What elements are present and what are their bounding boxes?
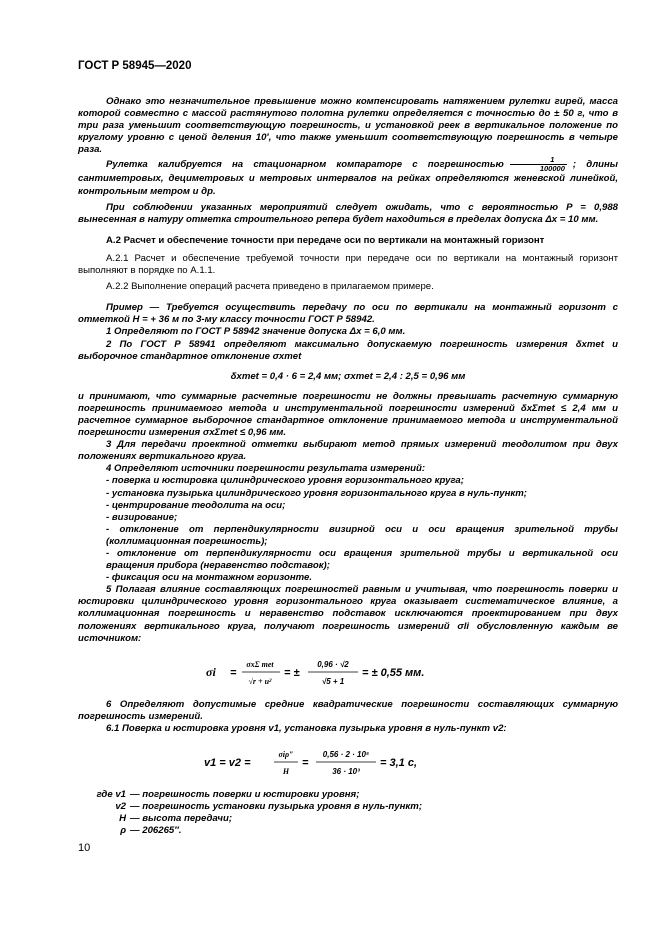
formula-2-num2: 0,96 · √2	[317, 659, 349, 669]
step-1: 1 Определяют по ГОСТ Р 58942 значение допуска Δx = 6,0 мм.	[106, 326, 406, 338]
list-item: - фиксация оси на монтажном горизонте.	[106, 572, 313, 584]
formula-3-num2: 0,56 · 2 · 10⁵	[322, 750, 370, 760]
body-text	[78, 96, 618, 837]
paragraph-2-start: Рулетка калибруется на стационарном компараторе с погрешностью	[106, 159, 504, 171]
definition-text: — 206265″.	[130, 825, 182, 837]
formula-2-den2: √5 + 1	[321, 676, 345, 686]
clause-a22: А.2.2 Выполнение операций расчета приведено в прилагаемом примере.	[106, 281, 434, 293]
paragraph-4: и принимают, что суммарные расчетные погрешности не должны превышать расчетную суммарную погрешность принимаемого метода и инструментальной погрешности измерений δxΣmet ≤ 2,4 мм и расчетное суммарное выборочное стандартное отклонение принимаемого метода и инструментальной погрешности измерения σxΣmet ≤ 0,96 мм.	[78, 390, 618, 439]
list-item: - установка пузырька цилиндрического уровня горизонтального круга в нуль-пункт;	[106, 487, 527, 499]
list-item: - поверка и юстировка цилиндрического уровня горизонтального круга;	[106, 475, 464, 487]
formula-3	[78, 743, 618, 781]
equals-sign: =	[230, 666, 237, 679]
step-6-1: 6.1 Поверка и юстировка уровня v1, установка пузырька уровня в нуль-пункт v2:	[106, 722, 507, 734]
definition-text: — высота передачи;	[130, 813, 233, 825]
step-4: 4 Определяют источники погрешности результата измерений:	[106, 463, 426, 475]
formula-2-num1: σxΣ met	[246, 659, 274, 669]
step-2: 2 По ГОСТ Р 58941 определяют максимально допускаемую погрешность измерения δxmet и выборочное стандартное отклонение σxmet	[78, 338, 618, 362]
definition-row	[78, 813, 618, 825]
equals-plus-minus: = ±	[284, 666, 300, 679]
formula-3-num1: σiρ″	[278, 750, 294, 760]
paragraph-1: Однако это незначительное превышение можно компенсировать натяжением рулетки гирей, масса которой совместно с массой растянутого полотна рулетки определяется с точностью до ± 50 г, что в три раза уменьшит соответствующую погрешность, и установкой реек в вертикальное положение по круглому уровню с ценой деления 10′, что также уменьшит соответствующую погрешность в четыре раза.	[78, 96, 618, 156]
definition-symbol: ρ	[120, 825, 126, 837]
fraction-denominator: 100000	[539, 164, 565, 174]
clause-a21: А.2.1 Расчет и обеспечение требуемой точности при передаче оси по вертикали на монтажный горизонт выполняют в порядке по А.1.1.	[78, 252, 618, 277]
formula-2	[78, 653, 618, 691]
example-paragraph: Пример — Требуется осуществить передачу по оси по вертикали на монтажный горизонт с отметкой Н = + 36 м по 3-му классу точности ГОСТ Р 58942.	[78, 302, 618, 326]
step-5: 5 Полагая влияние составляющих погрешностей равным и учитывая, что погрешность поверки и юстировки цилиндрического уровня горизонтального круга оказывает систематическое влияние, а коллимационная погрешность и неравенство подставок исключаются проектированием при двух положениях вертикального круга, получают погрешность измерений σli обусловленную каждым ве источником:	[78, 584, 618, 644]
formula-3-result: = 3,1 с,	[380, 757, 418, 770]
equals-sign: =	[302, 757, 309, 770]
fraction-1-100000	[510, 156, 567, 173]
fraction-numerator: 1	[510, 156, 567, 165]
formula-1	[78, 371, 618, 383]
paragraph-2-end: ; длины сантиметровых, дециметровых и метровых интервалов на рейках определяются женевской линейкой, контрольным метром и др.	[78, 159, 619, 197]
step-6: 6 Определяют допустимые средние квадратические погрешности составляющих суммарную погрешность измерений.	[78, 698, 618, 722]
definition-symbol: H	[119, 813, 126, 825]
section-a2-title: А.2 Расчет и обеспечение точности при передаче оси по вертикали на монтажный горизонт	[106, 234, 545, 246]
definition-symbol: v2	[115, 801, 126, 813]
definition-row	[78, 825, 618, 837]
running-header: ГОСТ Р 58945—2020	[78, 60, 192, 72]
formula-2-svg	[198, 653, 498, 691]
definition-row	[78, 801, 618, 813]
formula-1-text: δxmet = 0,4 · 6 = 2,4 мм; σxmet = 2,4 : 2,5 = 0,96 мм	[230, 370, 466, 382]
list-item: - отклонение от перпендикулярности визирной оси и оси вращения зрительной трубы (коллимационная погрешность);	[106, 523, 618, 547]
formula-2-result: = ± 0,55 мм.	[362, 666, 425, 679]
error-sources-list	[78, 475, 618, 584]
list-item: - визирование;	[106, 511, 178, 523]
symbol-definitions	[78, 789, 618, 837]
formula-3-den2: 36 · 10³	[332, 767, 360, 777]
page-number: 10	[78, 842, 91, 854]
formula-3-lhs: v1 = v2 =	[204, 757, 251, 770]
definition-text: — погрешность поверки и юстировки уровня;	[130, 789, 360, 801]
step-3: 3 Для передачи проектной отметки выбирают метод прямых измерений теодолитом при двух положениях вертикального круга.	[78, 439, 618, 463]
formula-2-den1: √r + u²	[248, 676, 272, 686]
formula-2-lhs: σi	[206, 664, 216, 679]
definition-text: — погрешность установки пузырька уровня в нуль-пункт;	[130, 801, 423, 813]
paragraph-2	[78, 156, 618, 197]
definition-symbol: где v1	[96, 789, 126, 801]
definition-row	[78, 789, 618, 801]
list-item: - отклонение от перпендикулярности оси вращения зрительной трубы и вертикальной оси вращения прибора (неравенство подставок);	[106, 548, 618, 572]
list-item: - центрирование теодолита на оси;	[106, 499, 286, 511]
paragraph-3: При соблюдении указанных мероприятий следует ожидать, что с вероятностью P = 0,988 вынесенная в натуру отметка строительного репера будет находиться в пределах допуска Δx = 10 мм.	[78, 201, 618, 225]
formula-3-den1: H	[282, 767, 290, 777]
formula-3-svg	[198, 743, 498, 781]
